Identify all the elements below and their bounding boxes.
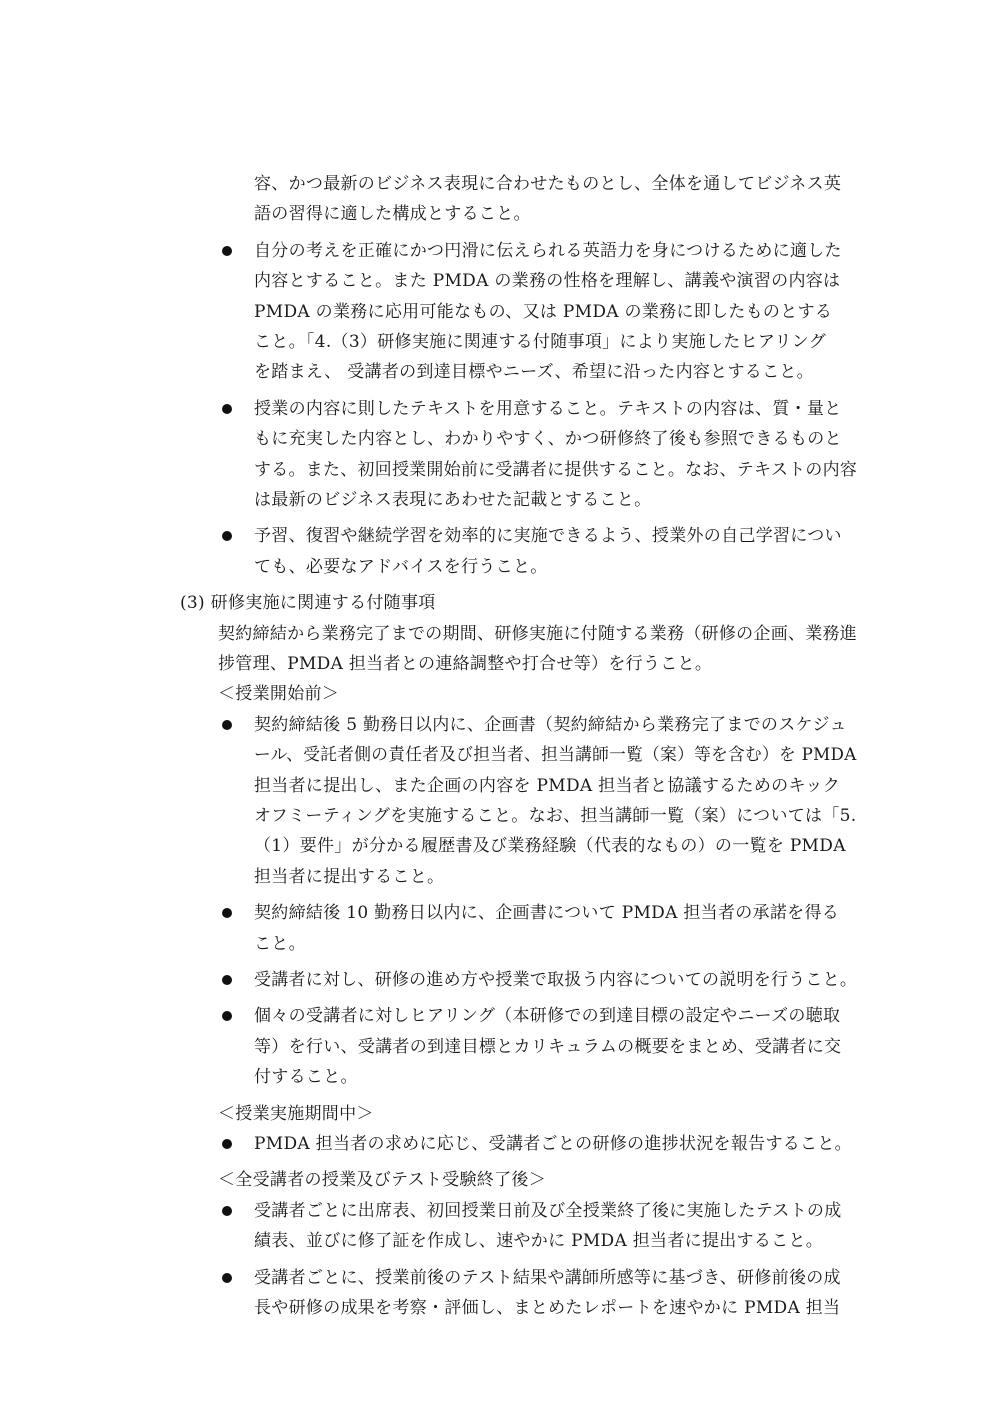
text-line: （1）要件」が分かる履歴書及び業務経験（代表的なもの）の一覧を PMDA [254,836,846,857]
bullet-icon [222,1011,232,1021]
bullet-icon [222,246,232,256]
text-line: 長や研修の成果を考察・評価し、まとめたレポートを速やかに PMDA 担当 [254,1298,841,1318]
text-line: ール、受託者側の責任者及び担当者、担当講師一覧（案）等を含む）を PMDA [254,745,857,766]
text-line: こと。「4.（3）研修実施に関連する付随事項」により実施したヒアリング [254,332,827,352]
text-line: オフミーティングを実施すること。なお、担当講師一覧（案）については「5. [254,806,857,826]
text-line: こと。 [254,933,306,954]
text-line: PMDA の業務に応用可能なもの、又は PMDA の業務に即したものとする [254,301,833,322]
text-line: 受講者ごとに、授業前後のテスト結果や講師所感等に基づき、研修前後の成 [254,1267,841,1288]
text-line: 授業の内容に則したテキストを用意すること。テキストの内容は、質・量と [254,398,842,419]
text-line: ＜授業実施期間中＞ [218,1103,374,1124]
text-line: 績表、並びに修了証を作成し、速やかに PMDA 担当者に提出すること。 [254,1231,824,1252]
text-line: 受講者ごとに出席表、初回授業日前及び全授業終了後に実施したテストの成 [254,1200,842,1221]
text-line: 個々の受講者に対しヒアリング（本研修での到達目標の設定やニーズの聴取 [254,1006,841,1027]
text-line: 語の習得に適した構成とすること。 [254,204,531,225]
bullet-icon [222,720,232,730]
text-line: 等）を行い、受講者の到達目標とカリキュラムの概要をまとめ、受講者に交 [254,1036,842,1057]
text-line: する。また、初回授業開始前に受講者に提供すること。なお、テキストの内容 [254,459,858,480]
bullet-icon [222,975,232,985]
text-line: 捗管理、PMDA 担当者との連絡調整や打合せ等）を行うこと。 [218,654,713,674]
text-line: PMDA 担当者の求めに応じ、受講者ごとの研修の進捗状況を報告すること。 [254,1134,852,1154]
bullet-icon [222,404,232,414]
text-line: 契約締結後 5 勤務日以内に、企画書（契約締結から業務完了までのスケジュ [254,714,847,735]
bullet-icon [222,1206,232,1216]
text-line: 担当者に提出すること。 [254,866,445,887]
text-line: ＜全受講者の授業及びテスト受験終了後＞ [218,1170,547,1191]
text-line: もに充実した内容とし、わかりやすく、かつ研修終了後も参照できるものと [254,429,842,450]
bullet-icon [222,1273,232,1283]
text-line: (3) 研修実施に関連する付随事項 [180,593,436,614]
text-line: ＜授業開始前＞ [218,684,340,705]
text-line: 契約締結後 10 勤務日以内に、企画書について PMDA 担当者の承諾を得る [254,903,840,924]
text-line: を踏まえ、 受講者の到達目標やニーズ、希望に沿った内容とすること。 [254,362,814,383]
text-line: ても、必要なアドバイスを行うこと。 [254,556,548,577]
text-line: 予習、復習や継続学習を効率的に実施できるよう、授業外の自己学習につい [254,526,842,547]
text-line: 付すること。 [254,1067,358,1088]
text-line: 担当者に提出し、また企画の内容を PMDA 担当者と協議するためのキック [254,775,841,796]
bullet-icon [222,908,232,918]
text-line: 容、かつ最新のビジネス表現に合わせたものとし、全体を通してビジネス英 [254,174,842,194]
text-line: 契約締結から業務完了までの期間、研修実施に付随する業務（研修の企画、業務進 [218,623,858,644]
text-line: 受講者に対し、研修の進め方や授業で取扱う内容についての説明を行うこと。 [254,970,858,990]
text-line: 内容とすること。また PMDA の業務の性格を理解し、講義や演習の内容は [254,271,841,292]
bullet-icon [222,1139,232,1149]
text-line: 自分の考えを正確にかつ円滑に伝えられる英語力を身につけるために適した [254,240,842,261]
bullet-icon [222,531,232,541]
text-line: は最新のビジネス表現にあわせた記載とすること。 [254,490,652,510]
